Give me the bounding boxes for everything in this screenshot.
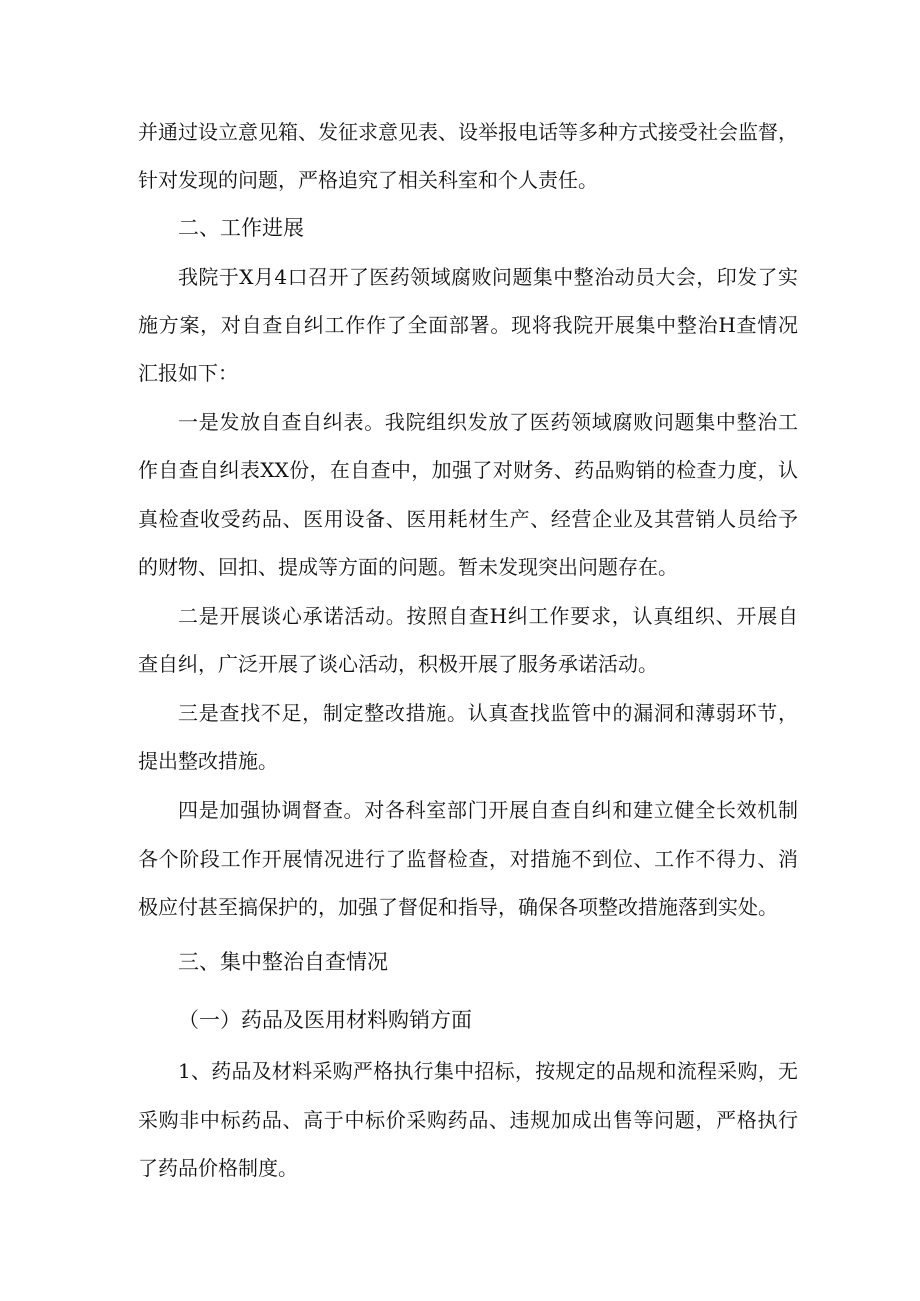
paragraph-line: 极应付甚至搞保护的，加强了督促和指导，确保各项整改措施落到实处。 bbox=[138, 895, 778, 919]
paragraph-line: 三是查找不足，制定整改措施。认真查找监管中的漏洞和薄弱环节， bbox=[178, 701, 798, 725]
section-heading-progress: 二、工作进展 bbox=[178, 216, 304, 240]
paragraph-line: 施方案，对自查自纠工作作了全面部署。现将我院开展集中整治H查情况 bbox=[138, 313, 798, 337]
paragraph-line: 我院于X月4口召开了医药领域腐败问题集中整治动员大会，印发了实 bbox=[178, 265, 798, 289]
paragraph-line: 汇报如下： bbox=[138, 361, 238, 385]
paragraph-line: 1、药品及材料采购严格执行集中招标，按规定的品规和流程采购，无 bbox=[178, 1059, 798, 1083]
paragraph-line: 真检查收受药品、医用设备、医用耗材生产、经营企业及其营销人员给予 bbox=[138, 507, 798, 531]
paragraph-line: 查自纠，广泛开展了谈心活动，积极开展了服务承诺活动。 bbox=[138, 652, 658, 676]
paragraph-line: 二是开展谈心承诺活动。按照自查H纠工作要求，认真组织、开展自 bbox=[178, 604, 798, 628]
paragraph-line: 作自查自纠表XX份，在自查中，加强了对财务、药品购销的检查力度，认 bbox=[138, 458, 798, 482]
intro-line-2: 针对发现的问题，严格追究了相关科室和个人责任。 bbox=[138, 168, 598, 192]
paragraph-line: 的财物、回扣、提成等方面的问题。暂未发现突出问题存在。 bbox=[138, 555, 678, 579]
intro-line-1: 并通过设立意见箱、发征求意见表、设举报电话等多种方式接受社会监督， bbox=[138, 120, 798, 144]
subsection-heading-drug-procurement: （一）药品及医用材料购销方面 bbox=[178, 1008, 472, 1032]
paragraph-line: 四是加强协调督查。对各科室部门开展自查自纠和建立健全长效机制 bbox=[178, 798, 798, 822]
paragraph-line: 各个阶段工作开展情况进行了监督检查，对措施不到位、工作不得力、消 bbox=[138, 847, 798, 871]
paragraph-line: 一是发放自查自纠表。我院组织发放了医药领域腐败问题集中整治工 bbox=[178, 410, 798, 434]
paragraph-line: 了药品价格制度。 bbox=[138, 1156, 298, 1180]
paragraph-line: 提出整改措施。 bbox=[138, 749, 278, 773]
section-heading-self-inspection: 三、集中整治自查情况 bbox=[178, 950, 388, 974]
paragraph-line: 采购非中标药品、高于中标价采购药品、违规加成出售等问题，严格执行 bbox=[138, 1108, 798, 1132]
